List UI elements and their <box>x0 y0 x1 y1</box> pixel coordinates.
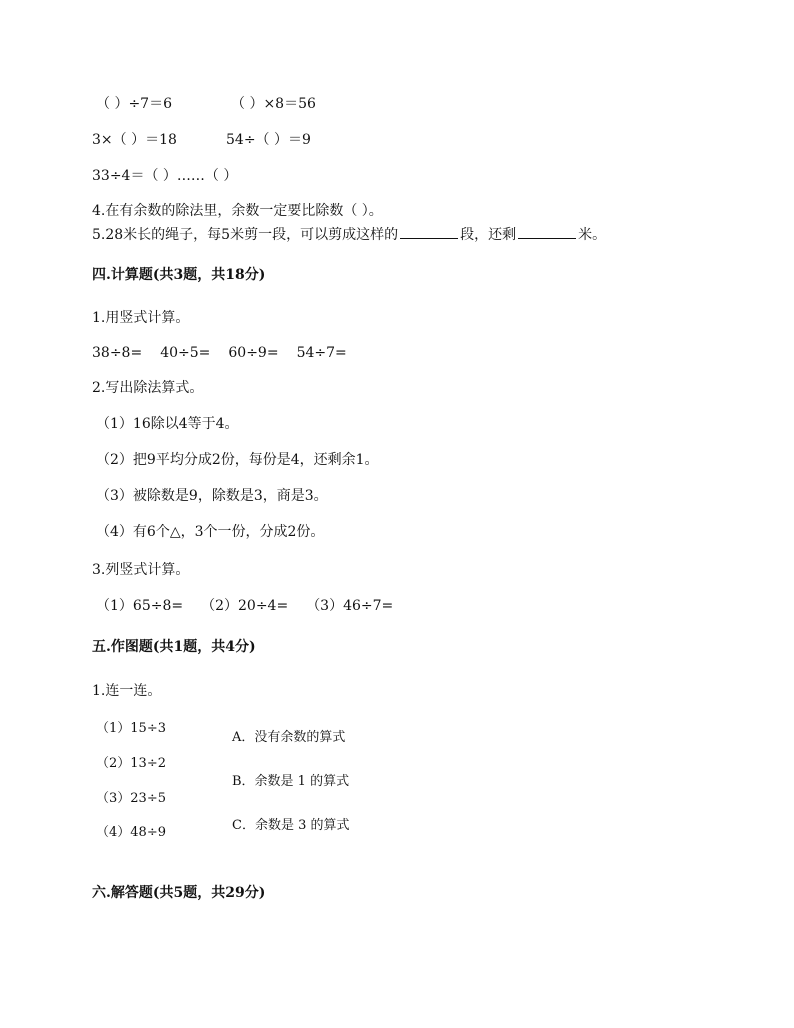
section-4-q3-title: 3.列竖式计算。 <box>92 562 190 578</box>
section-4-q2-title: 2.写出除法算式。 <box>92 380 204 396</box>
fill-in-row2-a: 3×（ ）＝18 <box>92 132 177 148</box>
section-4-q2-item-3: （3）被除数是9，除数是3，商是3。 <box>96 488 328 504</box>
section-4-q3-items <box>96 597 393 615</box>
fill-in-row1-a: （ ）÷7＝6 <box>96 96 172 112</box>
section-4-title: 四.计算题(共3题，共18分) <box>92 267 266 283</box>
question-4: 4.在有余数的除法里，余数一定要比除数（ ）。 <box>92 203 383 219</box>
match-left-item-1: （1）15÷3 <box>96 721 166 736</box>
section-4-q2-item-4: （4）有6个△，3个一份，分成2份。 <box>96 524 325 540</box>
match-left-item-2: （2）13÷2 <box>96 756 166 771</box>
match-right-item-c: C．余数是 3 的算式 <box>232 818 350 833</box>
calc-item: 54÷7= <box>296 345 347 361</box>
answer-blank-remainder <box>518 224 576 239</box>
question-5-part2: 段，还剩 <box>460 227 517 243</box>
calc-item: （3）46÷7= <box>306 598 394 614</box>
calc-item: （1）65÷8= <box>96 598 184 614</box>
fill-in-row1-b: （ ）×8＝56 <box>231 96 316 112</box>
match-left-item-3: （3）23÷5 <box>96 791 166 806</box>
calc-item: 40÷5= <box>160 345 211 361</box>
section-6-title: 六.解答题(共5题，共29分) <box>92 885 266 901</box>
match-right-item-a: A．没有余数的算式 <box>232 730 346 745</box>
section-4-q2-item-1: （1）16除以4等于4。 <box>96 416 239 432</box>
fill-in-row3: 33÷4＝（ ）……（ ） <box>92 168 238 184</box>
calc-item: 60÷9= <box>228 345 279 361</box>
section-4-q1-title: 1.用竖式计算。 <box>92 310 190 326</box>
question-5-part3: 米。 <box>578 227 607 243</box>
calc-item: 38÷8= <box>92 345 143 361</box>
match-left-item-4: （4）48÷9 <box>96 825 166 840</box>
section-4-q2-item-2: （2）把9平均分成2份，每份是4，还剩余1。 <box>96 452 379 468</box>
match-right-item-b: B．余数是 1 的算式 <box>232 774 350 789</box>
section-5-q1-title: 1.连一连。 <box>92 683 162 699</box>
question-5 <box>92 224 606 244</box>
answer-blank-segments <box>400 224 458 239</box>
question-5-part1: 5.28米长的绳子，每5米剪一段，可以剪成这样的 <box>92 227 399 243</box>
section-4-q1-items <box>92 344 347 362</box>
calc-item: （2）20÷4= <box>201 598 289 614</box>
section-5-title: 五.作图题(共1题，共4分) <box>92 639 256 655</box>
fill-in-row2-b: 54÷（ ）＝9 <box>226 132 311 148</box>
